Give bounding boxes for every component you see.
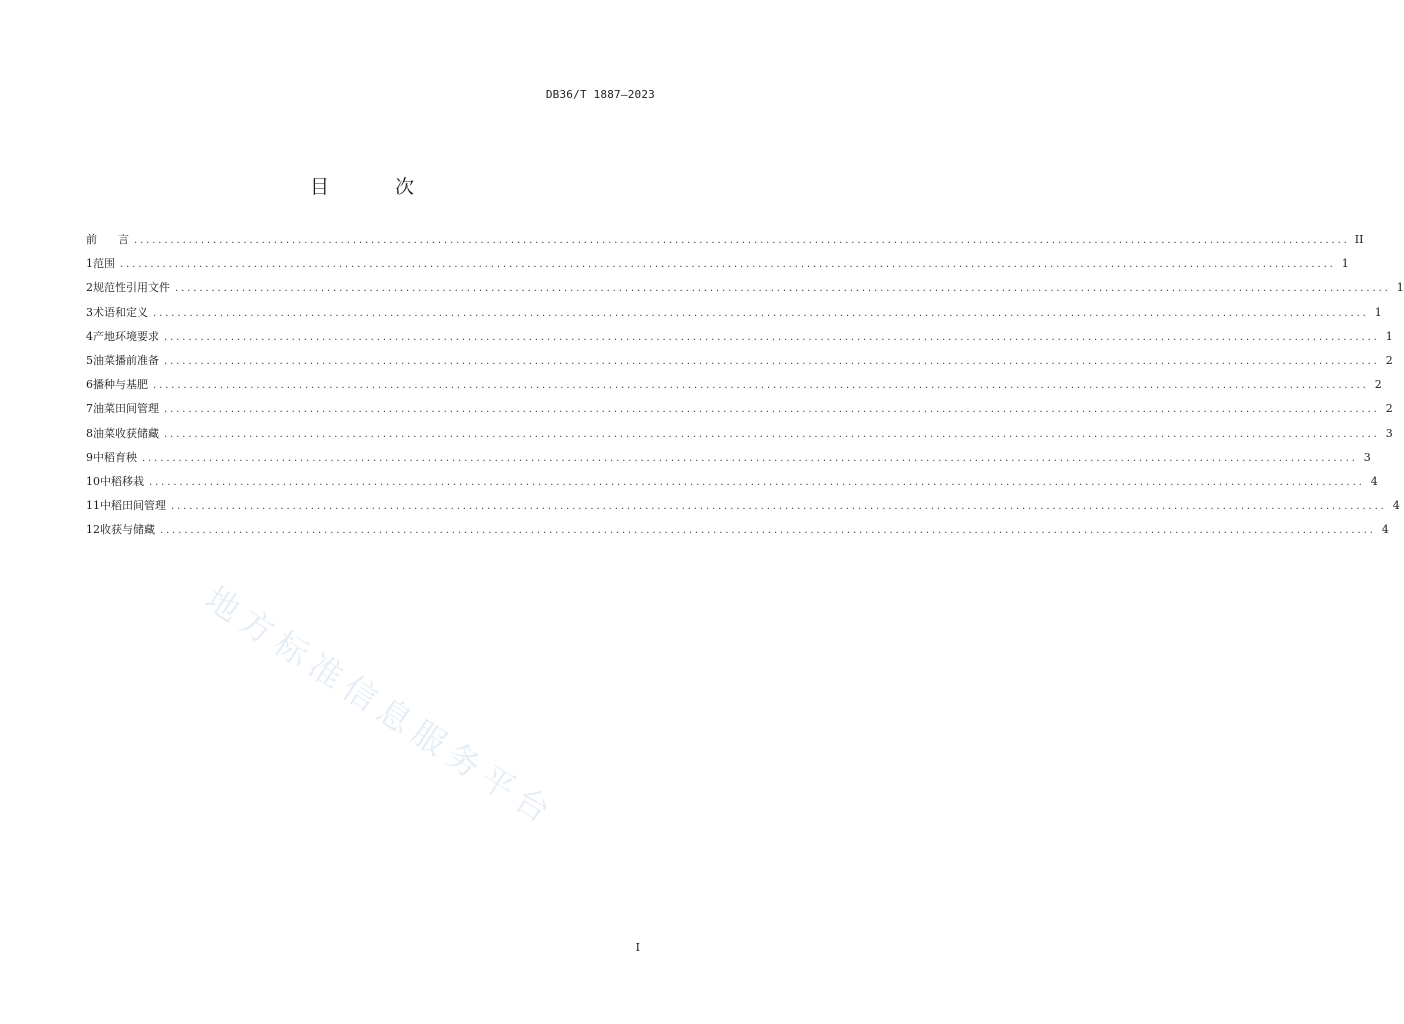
toc-entry[interactable] xyxy=(86,521,1389,545)
toc-entry-label: 油菜田间管理 xyxy=(93,402,159,416)
toc-entry-label: 收获与储藏 xyxy=(100,523,155,537)
toc-entry-number: 2 xyxy=(86,281,93,295)
page-title: 目 次 xyxy=(309,176,445,198)
toc-entry-label: 产地环境要求 xyxy=(93,329,159,343)
toc-entry-label: 中稻移栽 xyxy=(100,474,144,488)
toc-entry-number: 3 xyxy=(86,305,93,319)
toc-entry-page: 1 xyxy=(1374,305,1382,319)
toc-entry[interactable] xyxy=(86,449,1371,473)
toc-entry-number: 5 xyxy=(86,353,93,367)
toc-entry-label: 术语和定义 xyxy=(93,305,148,319)
toc-entry[interactable] xyxy=(86,473,1378,497)
toc-entry-page: II xyxy=(1354,233,1364,246)
toc-entry-page: 2 xyxy=(1385,353,1393,367)
toc-entry-label: 中稻育秧 xyxy=(93,450,137,464)
toc-entry-number: 6 xyxy=(86,378,93,392)
toc-entry-page: 3 xyxy=(1385,426,1393,440)
table-of-contents xyxy=(86,231,1404,545)
toc-entry-number: 10 xyxy=(86,474,100,488)
toc-entry-label: 规范性引用文件 xyxy=(93,281,170,295)
toc-entry-label: 范围 xyxy=(93,257,115,271)
toc-entry-number: 9 xyxy=(86,450,93,464)
toc-entry-label: 中稻田间管理 xyxy=(100,499,166,513)
toc-dot-leader: ........................................................................................................................................................................................................ xyxy=(153,307,1369,319)
toc-entry-page: 3 xyxy=(1363,450,1371,464)
toc-entry[interactable] xyxy=(86,425,1393,449)
toc-dot-leader: ........................................................................................................................................................................................................ xyxy=(175,283,1391,295)
toc-entry-page: 4 xyxy=(1392,499,1400,513)
page-number: I xyxy=(635,941,640,954)
toc-entry-label: 播种与基肥 xyxy=(93,378,148,392)
watermark: 地方标准信息服务平台 xyxy=(198,578,564,835)
toc-dot-leader: ........................................................................................................................................................................................................ xyxy=(142,452,1358,464)
toc-entry-page: 4 xyxy=(1381,523,1389,537)
toc-entry-number: 1 xyxy=(86,257,93,271)
toc-entry-number: 7 xyxy=(86,402,93,416)
toc-entry[interactable] xyxy=(86,231,1364,255)
toc-dot-leader: ........................................................................................................................................................................................................ xyxy=(171,501,1387,513)
toc-entry[interactable] xyxy=(86,400,1393,424)
toc-dot-leader: ........................................................................................................................................................................................................ xyxy=(160,525,1376,537)
toc-dot-leader: ........................................................................................................................................................................................................ xyxy=(153,380,1369,392)
toc-entry[interactable] xyxy=(86,279,1404,303)
toc-dot-leader: ........................................................................................................................................................................................................ xyxy=(133,235,1350,246)
toc-entry-label: 油菜播前准备 xyxy=(93,353,159,367)
toc-entry-page: 1 xyxy=(1396,281,1404,295)
toc-entry-page: 1 xyxy=(1385,329,1393,343)
toc-entry-page: 4 xyxy=(1370,474,1378,488)
toc-entry-number: 8 xyxy=(86,426,93,440)
toc-dot-leader: ........................................................................................................................................................................................................ xyxy=(149,476,1365,488)
toc-entry[interactable] xyxy=(86,304,1382,328)
toc-entry[interactable] xyxy=(86,352,1393,376)
toc-entry-number: 12 xyxy=(86,523,100,537)
toc-entry-number: 4 xyxy=(86,329,93,343)
toc-entry-number: 11 xyxy=(86,499,100,513)
toc-entry[interactable] xyxy=(86,328,1393,352)
toc-dot-leader: ........................................................................................................................................................................................................ xyxy=(120,259,1336,271)
toc-dot-leader: ........................................................................................................................................................................................................ xyxy=(164,355,1380,367)
toc-entry[interactable] xyxy=(86,376,1382,400)
toc-entry-page: 2 xyxy=(1374,378,1382,392)
toc-dot-leader: ........................................................................................................................................................................................................ xyxy=(164,404,1380,416)
toc-entry[interactable] xyxy=(86,497,1400,521)
toc-entry-label: 油菜收获储藏 xyxy=(93,426,159,440)
toc-entry-page: 1 xyxy=(1341,257,1349,271)
toc-dot-leader: ........................................................................................................................................................................................................ xyxy=(164,428,1380,440)
toc-entry-page: 2 xyxy=(1385,402,1393,416)
standard-code: DB36/T 1887—2023 xyxy=(545,88,655,101)
toc-entry[interactable] xyxy=(86,255,1349,279)
toc-entry-label: 前 言 xyxy=(86,233,129,246)
toc-dot-leader: ........................................................................................................................................................................................................ xyxy=(164,331,1380,343)
